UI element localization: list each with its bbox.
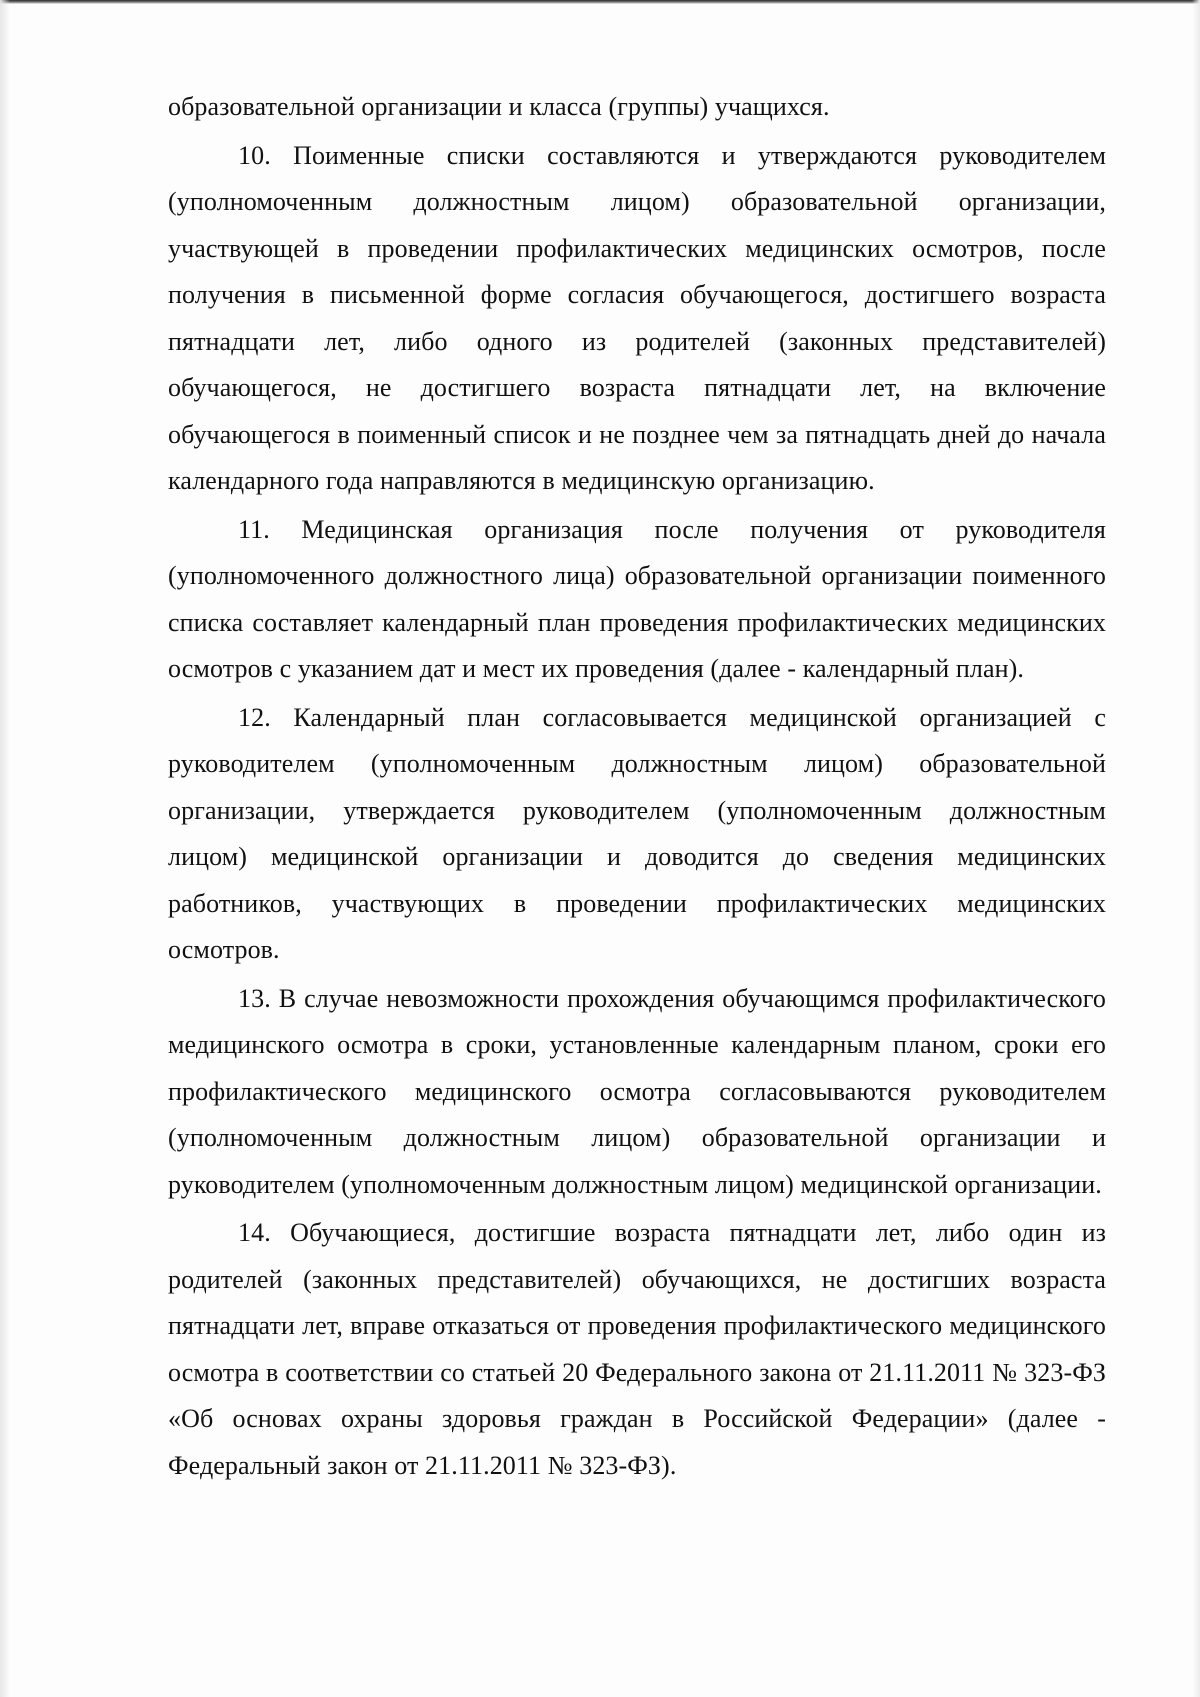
paragraph-item-10: 10. Поименные списки составляются и утверждаются руководителем (уполномоченным должностным лицом) образовательной организации, участвующей в проведении профилактических медицинских осмотров, после получения в письменной форме согласия обучающегося, достигшего возраста пятнадцати лет, либо одного из родителей (законных представителей) обучающегося, не достигшего возраста пятнадцати лет, на включение обучающегося в поименный список и не позднее чем за пятнадцать дней до начала календарного года направляются в медицинскую организацию. — [168, 140, 1106, 495]
paragraph-item-11: 11. Медицинская организация после получения от руководителя (уполномоченного должностного лица) образовательной организации поименного списка составляет календарный план проведения профилактических медицинских осмотров с указанием дат и мест их проведения (далее - календарный план). — [168, 514, 1106, 683]
paragraph-continuation: образовательной организации и класса (группы) учащихся. — [168, 92, 830, 121]
scan-right-edge — [1192, 0, 1200, 1697]
paragraph-item-14: 14. Обучающиеся, достигшие возраста пятнадцати лет, либо один из родителей (законных представителей) обучающихся, не достигших возраста пятнадцати лет, вправе отказаться от проведения профилактического медицинского осмотра в соответствии со статьей 20 Федерального закона от 21.11.2011 № 323-ФЗ «Об основах охраны здоровья граждан в Российской Федерации» (далее - Федеральный закон от 21.11.2011 № 323-ФЗ). — [168, 1218, 1106, 1480]
scan-left-edge — [0, 0, 10, 1697]
paragraph-item-13: 13. В случае невозможности прохождения обучающимся профилактического медицинского осмотра в сроки, установленные календарным планом, сроки его профилактического медицинского осмотра согласовываются руководителем (уполномоченным должностным лицом) образовательной организации и руководителем (уполномоченным должностным лицом) медицинской организации. — [168, 983, 1106, 1199]
document-body — [168, 84, 1106, 1491]
scan-top-edge — [0, 0, 1200, 4]
paragraph-item-12: 12. Календарный план согласовывается медицинской организацией с руководителем (уполномоченным должностным лицом) образовательной организации, утверждается руководителем (уполномоченным должностным лицом) медицинской организации и доводится до сведения медицинских работников, участвующих в проведении профилактических медицинских осмотров. — [168, 702, 1106, 964]
